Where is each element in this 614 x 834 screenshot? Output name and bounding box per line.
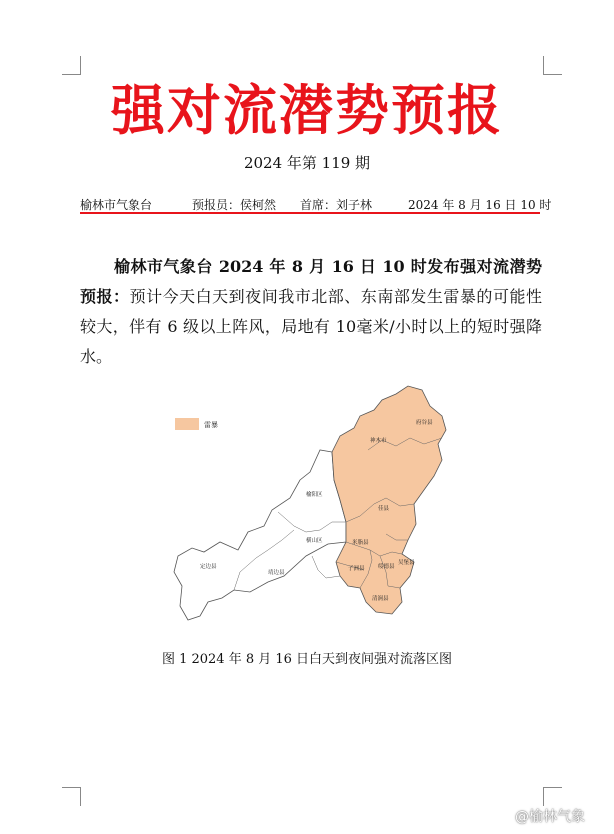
forecast-text: 预计今天白天到夜间我市北部、东南部发生雷暴的可能性较大，伴有 6 级以上阵风，局地有 10毫米/小时以上的短时强降水。 (80, 287, 542, 366)
label-wubao: 吴堡县 (398, 560, 415, 566)
label-dingbian: 定边县 (200, 564, 217, 570)
issue-number: 2024 年第 119 期 (243, 154, 371, 172)
chief-name: 首席：刘子林 (300, 198, 373, 212)
forecast-paragraph (80, 252, 542, 372)
label-jingbian: 靖边县 (268, 570, 285, 576)
label-hengshan: 横山区 (306, 538, 323, 544)
label-jiaxian: 佳县 (378, 506, 390, 512)
label-zizhou: 子洲县 (348, 566, 365, 572)
label-shenmu: 神木市 (370, 438, 387, 444)
forecaster-name: 预报员：侯柯然 (192, 198, 277, 212)
crop-mark-bottom-left (62, 787, 81, 806)
legend (175, 418, 218, 430)
issue-datetime: 2024 年 8 月 16 日 10 时 (408, 198, 552, 212)
crop-mark-bottom-right (543, 787, 562, 806)
header-divider (80, 212, 540, 214)
legend-swatch (175, 418, 199, 430)
thunder-area-map (160, 380, 450, 635)
watermark: @榆林气象 (515, 809, 585, 825)
label-fugu: 府谷县 (416, 420, 433, 426)
legend-label: 雷暴 (204, 421, 218, 429)
label-yuyang: 榆阳区 (306, 492, 323, 498)
region-west (174, 450, 346, 620)
label-mizhi: 米脂县 (352, 540, 369, 546)
figure-caption: 图 1 2024 年 8 月 16 日白天到夜间强对流落区图 (161, 652, 453, 667)
forecast-lead: 榆林市气象台 2024 年 8 月 16 日 10 时发布强对流潜势预报： (80, 257, 542, 306)
label-qingjian: 清涧县 (372, 596, 389, 602)
page-title: 强对流潜势预报 (111, 78, 503, 142)
agency-name: 榆林市气象台 (80, 198, 153, 212)
label-suide: 绥德县 (378, 564, 395, 570)
